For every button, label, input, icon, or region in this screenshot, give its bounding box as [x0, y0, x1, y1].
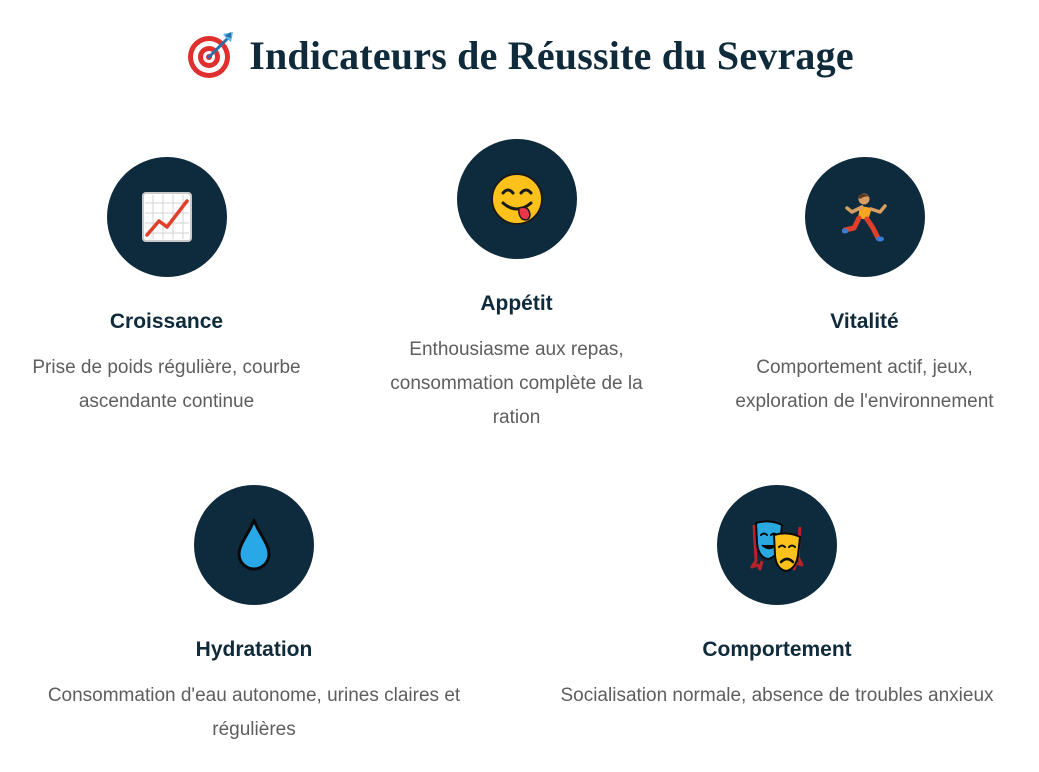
indicator-title: Vitalité	[830, 310, 899, 333]
indicator-card-vitalite	[698, 157, 1031, 419]
page-title: Indicateurs de Réussite du Sevrage	[249, 32, 854, 78]
icon-circle	[717, 485, 837, 605]
indicator-description: Comportement actif, jeux, exploration de l'environnement	[735, 357, 994, 412]
indicator-title: Appétit	[480, 292, 553, 315]
indicator-card-hydratation	[0, 485, 508, 747]
indicator-description: Socialisation normale, absence de troubles anxieux	[560, 685, 994, 706]
indicator-title: Croissance	[109, 310, 224, 333]
indicator-title: Hydratation	[195, 638, 313, 661]
indicator-card-croissance	[0, 157, 333, 419]
indicator-description: Consommation d'eau autonome, urines claires et régulières	[47, 685, 461, 740]
indicator-description: Enthousiasme aux repas, consommation complète de la ration	[390, 339, 643, 428]
indicator-card-appetit	[350, 139, 683, 435]
indicator-title: Comportement	[702, 638, 852, 661]
icon-circle	[194, 485, 314, 605]
icon-circle	[457, 139, 577, 259]
person-running-icon	[842, 192, 888, 242]
page-header	[0, 30, 1039, 80]
chart-increasing-icon	[141, 191, 193, 243]
icon-circle	[107, 157, 227, 277]
indicator-description: Prise de poids régulière, courbe ascendante continue	[32, 357, 301, 412]
indicator-card-comportement	[523, 485, 1031, 713]
performing-arts-icon	[748, 517, 806, 573]
target-icon	[185, 30, 235, 80]
face-savoring-food-icon	[489, 171, 545, 227]
droplet-icon	[236, 518, 272, 572]
icon-circle	[805, 157, 925, 277]
